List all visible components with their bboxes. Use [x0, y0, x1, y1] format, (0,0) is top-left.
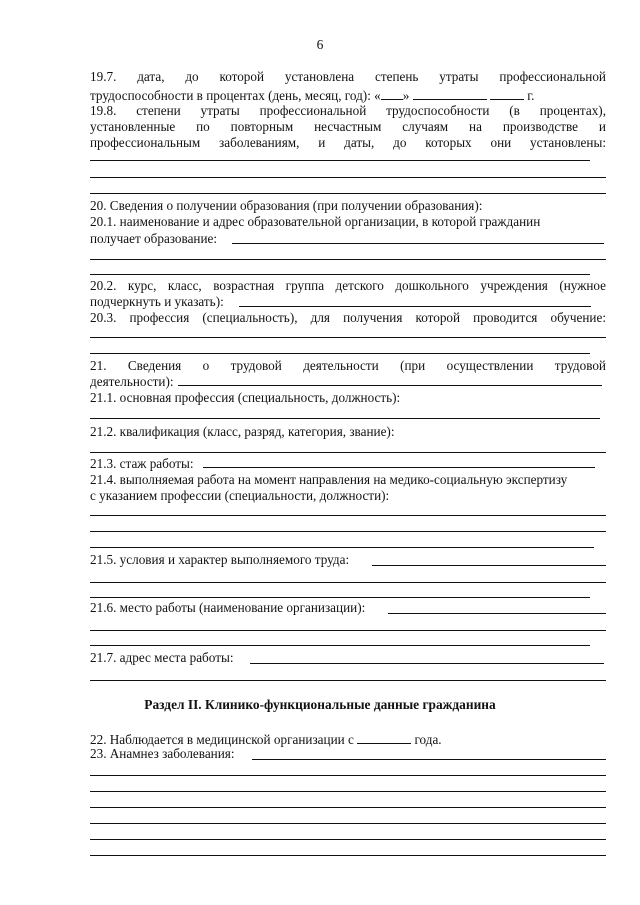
item-21-7: 21.7. адрес места работы: [90, 650, 234, 665]
item-21-1-answer-line[interactable] [90, 418, 600, 419]
item-20-1-answer-line-1[interactable] [90, 259, 606, 260]
item-21-5-answer-line-2[interactable] [90, 597, 590, 598]
item-20-1-line1: 20.1. наименование и адрес образовательной организации, в которой гражданин [90, 214, 541, 229]
item-21-6-inline-field[interactable] [388, 613, 606, 614]
item-21-6: 21.6. место работы (наименование организации): [90, 600, 366, 615]
item-20-3-answer-line-2[interactable] [90, 353, 590, 354]
item-20-2-line2: подчеркнуть и указать): [90, 294, 224, 309]
item-23-inline-field[interactable] [252, 759, 606, 760]
item-23-answer-line-3[interactable] [90, 807, 606, 808]
page-number: 6 [316, 37, 324, 52]
month-field[interactable] [413, 87, 487, 100]
item-21-3: 21.3. стаж работы: [90, 456, 194, 471]
item-21-7-inline-field[interactable] [250, 663, 604, 664]
item-19-7-line2 [90, 87, 606, 102]
item-22-suffix: года. [414, 732, 442, 747]
item-19-7-line1: 19.7. дата, до которой установлена степень утраты профессиональной [90, 69, 606, 84]
item-20-3: 20.3. профессия (специальность), для получения которой проводится обучение: [90, 310, 606, 325]
item-20-2-line1: 20.2. курс, класс, возрастная группа детского дошкольного учреждения (нужное [90, 278, 606, 293]
item-21-2-answer-line[interactable] [90, 452, 606, 453]
item-21-3-inline-field[interactable] [203, 467, 595, 468]
item-23-answer-line-1[interactable] [90, 775, 606, 776]
item-21-4-line1: 21.4. выполняемая работа на момент направления на медико-социальную экспертизу [90, 472, 568, 487]
item-22-label: 22. Наблюдается в медицинской организации с [90, 732, 354, 747]
item-21-5-answer-line-1[interactable] [90, 582, 606, 583]
item-21-7-answer-line[interactable] [90, 680, 606, 681]
item-21-1: 21.1. основная профессия (специальность, должность): [90, 390, 401, 405]
item-19-7-label: трудоспособности в процентах (день, месяц, год): « [90, 88, 381, 103]
item-23-answer-line-5[interactable] [90, 839, 606, 840]
item-19-8-answer-line-2[interactable] [90, 177, 606, 178]
section-2-heading: Раздел II. Клинико-функциональные данные гражданина [144, 697, 496, 712]
item-23-answer-line-4[interactable] [90, 823, 606, 824]
item-19-8-answer-line-3[interactable] [90, 193, 606, 194]
item-20-1-inline-field[interactable] [232, 243, 604, 244]
item-21-title-line2: деятельности): [90, 374, 174, 389]
item-20-1-answer-line-2[interactable] [90, 274, 590, 275]
item-21-4-answer-line-2[interactable] [90, 531, 606, 532]
item-23-answer-line-6[interactable] [90, 855, 606, 856]
item-19-8-line1: 19.8. степени утраты профессиональной трудоспособности (в процентах), [90, 103, 606, 118]
item-20-title: 20. Сведения о получении образования (при получении образования): [90, 198, 483, 213]
item-21-4-answer-line-3[interactable] [90, 547, 594, 548]
item-23: 23. Анамнез заболевания: [90, 746, 235, 761]
item-22 [90, 731, 606, 746]
item-21-6-answer-line-1[interactable] [90, 630, 606, 631]
observation-year-field[interactable] [357, 731, 411, 744]
item-19-8-line2: установленные по повторным несчастным случаям на производстве и [90, 119, 606, 134]
year-field[interactable] [490, 87, 524, 100]
item-21-4-line2: с указанием профессии (специальности, должности): [90, 488, 390, 503]
item-20-1-line2: получает образование: [90, 231, 218, 246]
item-20-2-inline-field[interactable] [239, 306, 591, 307]
item-21-title-line1: 21. Сведения о трудовой деятельности (при осуществлении трудовой [90, 358, 606, 373]
day-field[interactable] [381, 87, 403, 100]
item-21-2: 21.2. квалификация (класс, разряд, категория, звание): [90, 424, 395, 439]
item-21-inline-field[interactable] [178, 385, 602, 386]
item-19-8-answer-line-1[interactable] [90, 160, 590, 161]
item-21-5-inline-field[interactable] [372, 565, 606, 566]
item-21-5: 21.5. условия и характер выполняемого труда: [90, 552, 350, 567]
item-20-3-answer-line-1[interactable] [90, 337, 606, 338]
year-suffix: г. [527, 88, 535, 103]
item-21-6-answer-line-2[interactable] [90, 645, 590, 646]
item-19-8-line3: профессиональным заболеваниям, и даты, до которых они установлены: [90, 135, 606, 150]
item-21-4-answer-line-1[interactable] [90, 515, 606, 516]
quote-close: » [402, 88, 410, 103]
item-23-answer-line-2[interactable] [90, 791, 606, 792]
